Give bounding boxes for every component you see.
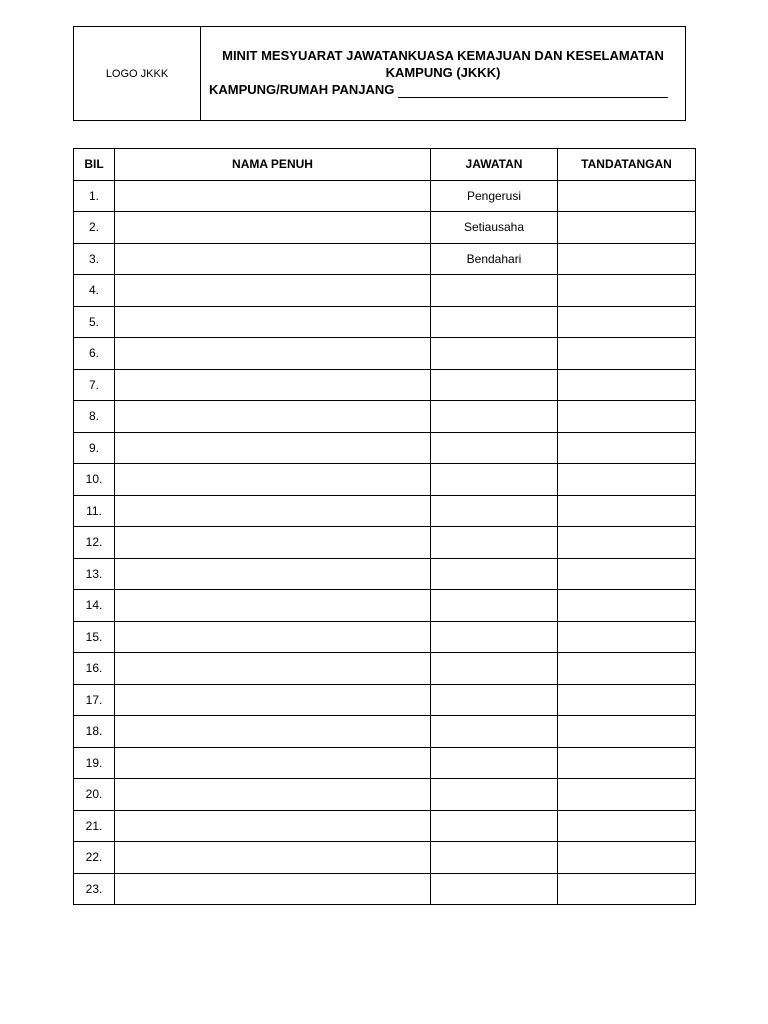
nama-penuh-cell[interactable] (115, 873, 431, 905)
jawatan-cell[interactable] (431, 873, 558, 905)
nama-penuh-cell[interactable] (115, 842, 431, 874)
jawatan-cell[interactable] (431, 716, 558, 748)
tandatangan-cell[interactable] (558, 590, 696, 622)
jawatan-cell[interactable] (431, 621, 558, 653)
nama-penuh-cell[interactable] (115, 558, 431, 590)
nama-penuh-cell[interactable] (115, 747, 431, 779)
table-row (74, 590, 696, 622)
tandatangan-cell[interactable] (558, 810, 696, 842)
tandatangan-cell[interactable] (558, 338, 696, 370)
bil-cell: 23. (74, 873, 115, 905)
jawatan-cell[interactable]: Bendahari (431, 243, 558, 275)
nama-penuh-cell[interactable] (115, 495, 431, 527)
table-body (74, 180, 696, 905)
document-header (73, 26, 686, 121)
bil-cell: 13. (74, 558, 115, 590)
nama-penuh-cell[interactable] (115, 464, 431, 496)
table-row (74, 747, 696, 779)
table-row (74, 464, 696, 496)
nama-penuh-cell[interactable] (115, 527, 431, 559)
tandatangan-cell[interactable] (558, 432, 696, 464)
jawatan-cell[interactable] (431, 779, 558, 811)
table-row (74, 621, 696, 653)
nama-penuh-cell[interactable] (115, 338, 431, 370)
nama-penuh-cell[interactable] (115, 779, 431, 811)
logo-placeholder (74, 27, 201, 120)
bil-cell: 20. (74, 779, 115, 811)
table-row (74, 432, 696, 464)
jawatan-cell[interactable] (431, 747, 558, 779)
jawatan-cell[interactable] (431, 338, 558, 370)
bil-cell: 21. (74, 810, 115, 842)
bil-cell: 4. (74, 275, 115, 307)
nama-penuh-cell[interactable] (115, 401, 431, 433)
bil-cell: 11. (74, 495, 115, 527)
jawatan-cell[interactable] (431, 369, 558, 401)
bil-cell: 22. (74, 842, 115, 874)
table-row (74, 275, 696, 307)
tandatangan-cell[interactable] (558, 527, 696, 559)
bil-cell: 18. (74, 716, 115, 748)
bil-cell: 7. (74, 369, 115, 401)
table-row (74, 401, 696, 433)
bil-cell: 16. (74, 653, 115, 685)
jawatan-cell[interactable] (431, 590, 558, 622)
tandatangan-cell[interactable] (558, 275, 696, 307)
tandatangan-cell[interactable] (558, 653, 696, 685)
logo-label: LOGO JKKK (105, 67, 169, 80)
nama-penuh-cell[interactable] (115, 621, 431, 653)
jawatan-cell[interactable] (431, 464, 558, 496)
jawatan-cell[interactable] (431, 401, 558, 433)
tandatangan-cell[interactable] (558, 369, 696, 401)
nama-penuh-cell[interactable] (115, 180, 431, 212)
title-line-2: KAMPUNG (JKKK) (385, 65, 501, 80)
table-row (74, 212, 696, 244)
table-row (74, 684, 696, 716)
table-row (74, 810, 696, 842)
table-row (74, 873, 696, 905)
bil-cell: 17. (74, 684, 115, 716)
table-row (74, 495, 696, 527)
bil-cell: 1. (74, 180, 115, 212)
tandatangan-cell[interactable] (558, 779, 696, 811)
bil-cell: 19. (74, 747, 115, 779)
jawatan-cell[interactable] (431, 684, 558, 716)
column-header-tandatangan: TANDATANGAN (558, 149, 696, 181)
bil-cell: 5. (74, 306, 115, 338)
nama-penuh-cell[interactable] (115, 212, 431, 244)
column-header-nama-penuh: NAMA PENUH (115, 149, 431, 181)
kampung-label: KAMPUNG/RUMAH PANJANG (209, 82, 395, 97)
bil-cell: 3. (74, 243, 115, 275)
tandatangan-cell[interactable] (558, 212, 696, 244)
jawatan-cell[interactable]: Pengerusi (431, 180, 558, 212)
jawatan-cell[interactable]: Setiausaha (431, 212, 558, 244)
tandatangan-cell[interactable] (558, 716, 696, 748)
table-row (74, 338, 696, 370)
kampung-blank-line[interactable] (398, 84, 668, 98)
nama-penuh-cell[interactable] (115, 369, 431, 401)
table-row (74, 527, 696, 559)
table-row (74, 306, 696, 338)
tandatangan-cell[interactable] (558, 842, 696, 874)
tandatangan-cell[interactable] (558, 747, 696, 779)
tandatangan-cell[interactable] (558, 180, 696, 212)
nama-penuh-cell[interactable] (115, 716, 431, 748)
nama-penuh-cell[interactable] (115, 810, 431, 842)
bil-cell: 14. (74, 590, 115, 622)
bil-cell: 8. (74, 401, 115, 433)
nama-penuh-cell[interactable] (115, 590, 431, 622)
kampung-field (209, 81, 677, 98)
jawatan-cell[interactable] (431, 275, 558, 307)
title-line-1: MINIT MESYUARAT JAWATANKUASA KEMAJUAN DAN KESELAMATAN (222, 48, 664, 63)
table-row (74, 779, 696, 811)
jawatan-cell[interactable] (431, 653, 558, 685)
tandatangan-cell[interactable] (558, 401, 696, 433)
table-row (74, 558, 696, 590)
nama-penuh-cell[interactable] (115, 275, 431, 307)
tandatangan-cell[interactable] (558, 621, 696, 653)
nama-penuh-cell[interactable] (115, 432, 431, 464)
tandatangan-cell[interactable] (558, 684, 696, 716)
column-header-jawatan: JAWATAN (431, 149, 558, 181)
jawatan-cell[interactable] (431, 306, 558, 338)
tandatangan-cell[interactable] (558, 495, 696, 527)
bil-cell: 10. (74, 464, 115, 496)
attendance-table (73, 148, 696, 905)
table-row (74, 842, 696, 874)
title-block (201, 27, 685, 120)
tandatangan-cell[interactable] (558, 464, 696, 496)
tandatangan-cell[interactable] (558, 243, 696, 275)
nama-penuh-cell[interactable] (115, 243, 431, 275)
jawatan-cell[interactable] (431, 495, 558, 527)
table-row (74, 716, 696, 748)
tandatangan-cell[interactable] (558, 306, 696, 338)
tandatangan-cell[interactable] (558, 558, 696, 590)
jawatan-cell[interactable] (431, 842, 558, 874)
table-row (74, 369, 696, 401)
table-row (74, 243, 696, 275)
bil-cell: 9. (74, 432, 115, 464)
bil-cell: 2. (74, 212, 115, 244)
jawatan-cell[interactable] (431, 558, 558, 590)
tandatangan-cell[interactable] (558, 873, 696, 905)
jawatan-cell[interactable] (431, 527, 558, 559)
nama-penuh-cell[interactable] (115, 684, 431, 716)
bil-cell: 6. (74, 338, 115, 370)
bil-cell: 15. (74, 621, 115, 653)
jawatan-cell[interactable] (431, 432, 558, 464)
table-header-row (74, 149, 696, 181)
column-header-bil: BIL (74, 149, 115, 181)
jawatan-cell[interactable] (431, 810, 558, 842)
nama-penuh-cell[interactable] (115, 653, 431, 685)
nama-penuh-cell[interactable] (115, 306, 431, 338)
table-row (74, 653, 696, 685)
bil-cell: 12. (74, 527, 115, 559)
table-row (74, 180, 696, 212)
